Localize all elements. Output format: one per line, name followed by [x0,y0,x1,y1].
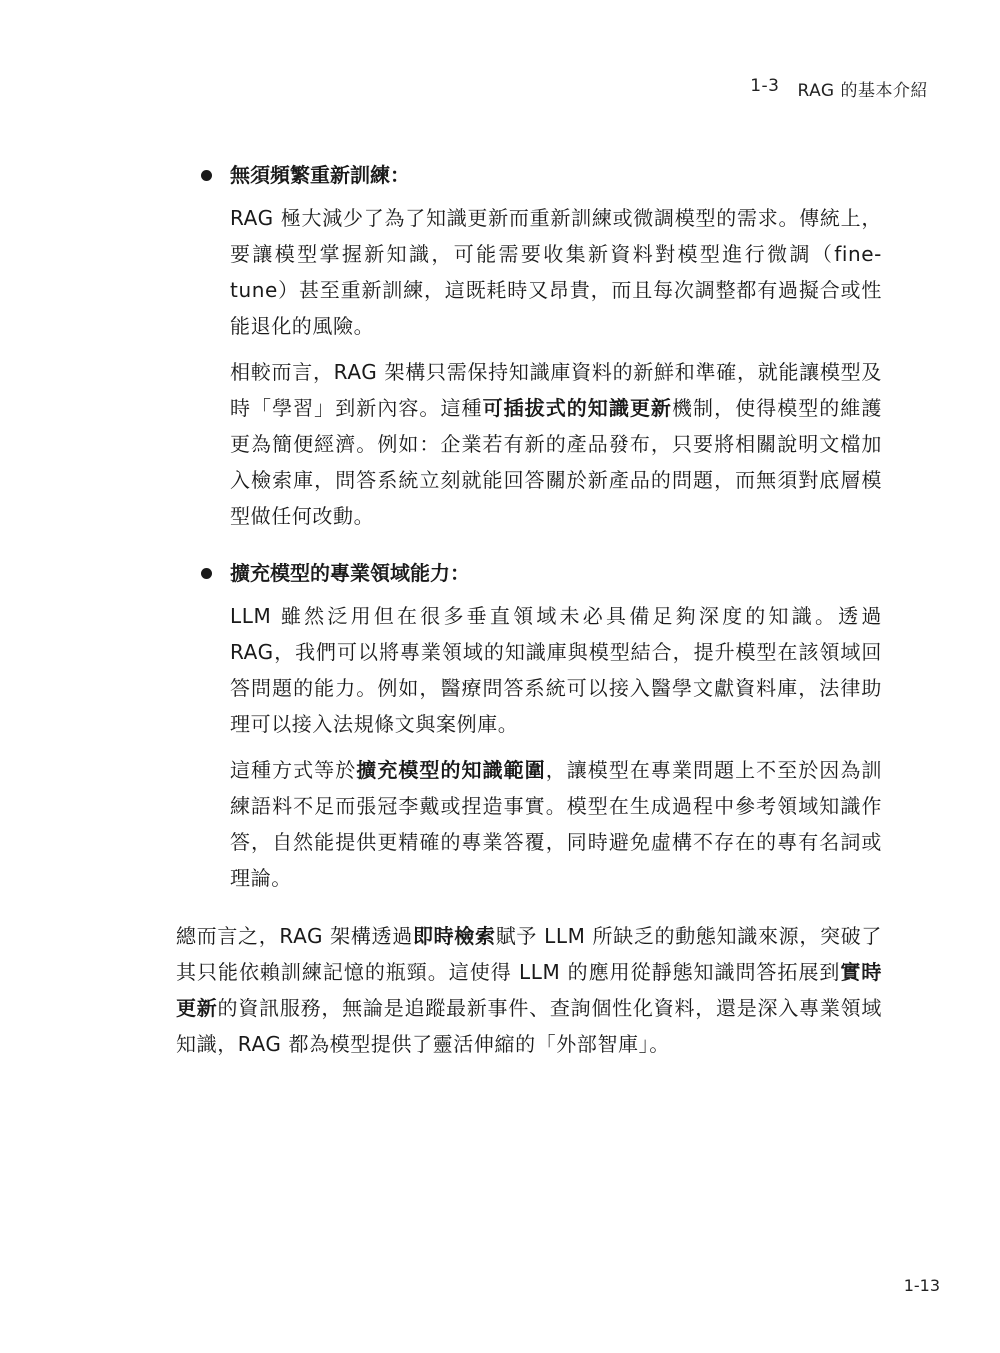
bullet-title [176,158,882,192]
paragraph-text: 總而言之，RAG 架構透過 [176,924,413,948]
running-head [750,76,928,101]
emphasis-text: 擴充模型的知識範圍 [356,758,546,782]
bullet-title-text: 擴充模型的專業領域能力： [230,561,470,585]
bullet-item-domain [176,556,882,896]
bullet-title-text: 無須頻繁重新訓練： [230,163,410,187]
paragraph-text: 這種方式等於 [230,758,357,782]
bullet-dot-icon [201,568,212,579]
paragraph-text: 相較而言，RAG 架構只需保持知識庫資料的新鮮和準確，就能讓模型及時「學習」到新內容。這種 [230,360,882,420]
paragraph: LLM 雖然泛用但在很多垂直領域未必具備足夠深度的知識。透過 RAG，我們可以將專業領域的知識庫與模型結合，提升模型在該領域回答問題的能力。例如，醫療問答系統可以接入醫學文獻資料庫，法律助理可以接入法規條文與案例庫。 [230,604,882,736]
paragraph-text: 賦予 LLM 所缺乏的動態知識來源，突破了其只能依賴訓練記憶的瓶頸。這使得 LLM 的應用從靜態知識問答拓展到 [176,924,882,984]
paragraph-text: ，讓模型在專業問題上不至於因為訓練語料不足而張冠李戴或捏造事實。模型在生成過程中參考領域知識作答，自然能提供更精確的專業答覆，同時避免虛構不存在的專有名詞或理論。 [230,758,882,890]
emphasis-text: 實時更新 [176,960,883,1020]
paragraph [176,752,882,896]
section-title: RAG 的基本介紹 [797,81,928,101]
page-number: 1-13 [903,1276,940,1295]
page-body [176,158,882,1082]
paragraph-text: 機制，使得模型的維護更為簡便經濟。例如：企業若有新的產品發布，只要將相關說明文檔加入檢索庫，問答系統立刻就能回答關於新產品的問題，而無須對底層模型做任何改動。 [230,396,883,528]
paragraph: RAG 極大減少了為了知識更新而重新訓練或微調模型的需求。傳統上，要讓模型掌握新知識，可能需要收集新資料對模型進行微調（fine-tune）甚至重新訓練，這既耗時又昂貴，而且每次調整都有過擬合或性能退化的風險。 [230,206,882,338]
section-number: 1-3 [750,76,780,96]
bullet-title [176,556,882,590]
paragraph-text: 的資訊服務，無論是追蹤最新事件、查詢個性化資料，還是深入專業領域知識，RAG 都為模型提供了靈活伸縮的「外部智庫」。 [176,996,883,1056]
paragraph [176,354,882,534]
emphasis-text: 可插拔式的知識更新 [482,396,672,420]
emphasis-text: 即時檢索 [412,924,496,948]
bullet-dot-icon [201,170,212,181]
bullet-item-retraining [176,158,882,534]
summary-paragraph [176,918,882,1062]
